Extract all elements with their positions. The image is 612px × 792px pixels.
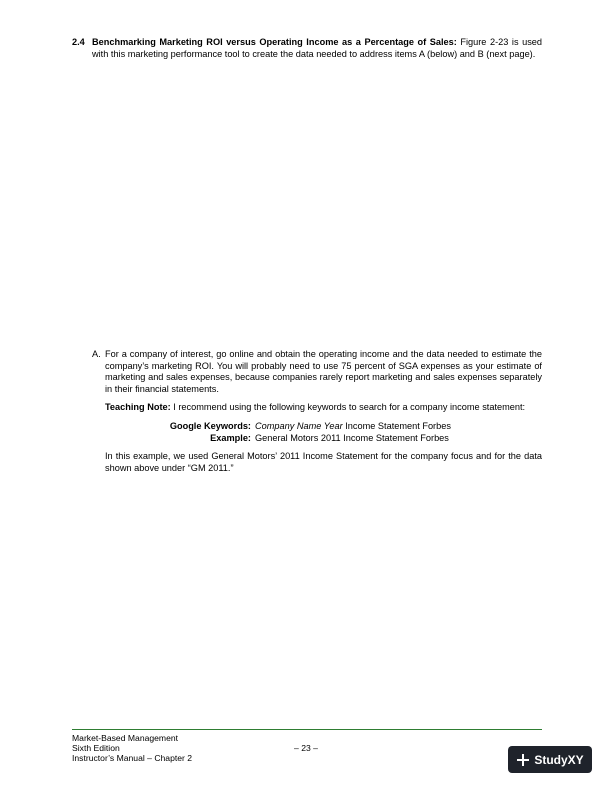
studyxy-logo[interactable] bbox=[508, 746, 592, 773]
item-a bbox=[92, 349, 542, 474]
section-paragraph bbox=[92, 37, 542, 60]
keywords-label: Google Keywords: bbox=[169, 420, 251, 431]
item-a-text: For a company of interest, go online and obtain the operating income and the data needed to estimate the company’s marketing ROI. You will probably need to use 75 percent of SGA expenses as your estimate of marketing and sales expenses, because companies rarely report marketing and sales expenses separately in their financial statements. bbox=[105, 349, 542, 394]
footer-book-title: Market-Based Management bbox=[72, 733, 179, 743]
section-text: Figure 2-23 is used with this marketing performance tool to create the data needed to address items A (below) and B (next page). bbox=[92, 37, 543, 59]
teaching-note bbox=[105, 402, 542, 414]
closing-paragraph: In this example, we used General Motors’ 2011 Income Statement for the company focus and for the data shown above under “GM 2011.” bbox=[105, 451, 542, 473]
footer-manual: Instructor’s Manual – Chapter 2 bbox=[72, 753, 193, 763]
teaching-note-label: Teaching Note: bbox=[105, 402, 171, 413]
section-2-4 bbox=[72, 37, 542, 60]
plus-icon bbox=[516, 753, 530, 767]
teaching-note-text: I recommend using the following keywords to search for a company income statement: bbox=[170, 402, 526, 413]
keywords-value bbox=[255, 421, 542, 433]
item-a-letter: A. bbox=[92, 349, 101, 359]
footer-edition: Sixth Edition bbox=[72, 743, 120, 753]
keyword-block bbox=[105, 421, 542, 444]
section-heading: Benchmarking Marketing ROI versus Operating Income as a Percentage of Sales: bbox=[92, 37, 457, 47]
example-label: Example: bbox=[210, 432, 251, 443]
keywords-italic: Company Name Year bbox=[255, 420, 343, 431]
footer-divider bbox=[72, 729, 542, 730]
logo-text: StudyXY bbox=[534, 752, 584, 767]
example-value: General Motors 2011 Income Statement Forbes bbox=[255, 432, 449, 443]
page-number: – 23 – bbox=[294, 743, 318, 753]
keywords-rest: Income Statement Forbes bbox=[342, 420, 451, 431]
section-number: 2.4 bbox=[72, 37, 85, 47]
